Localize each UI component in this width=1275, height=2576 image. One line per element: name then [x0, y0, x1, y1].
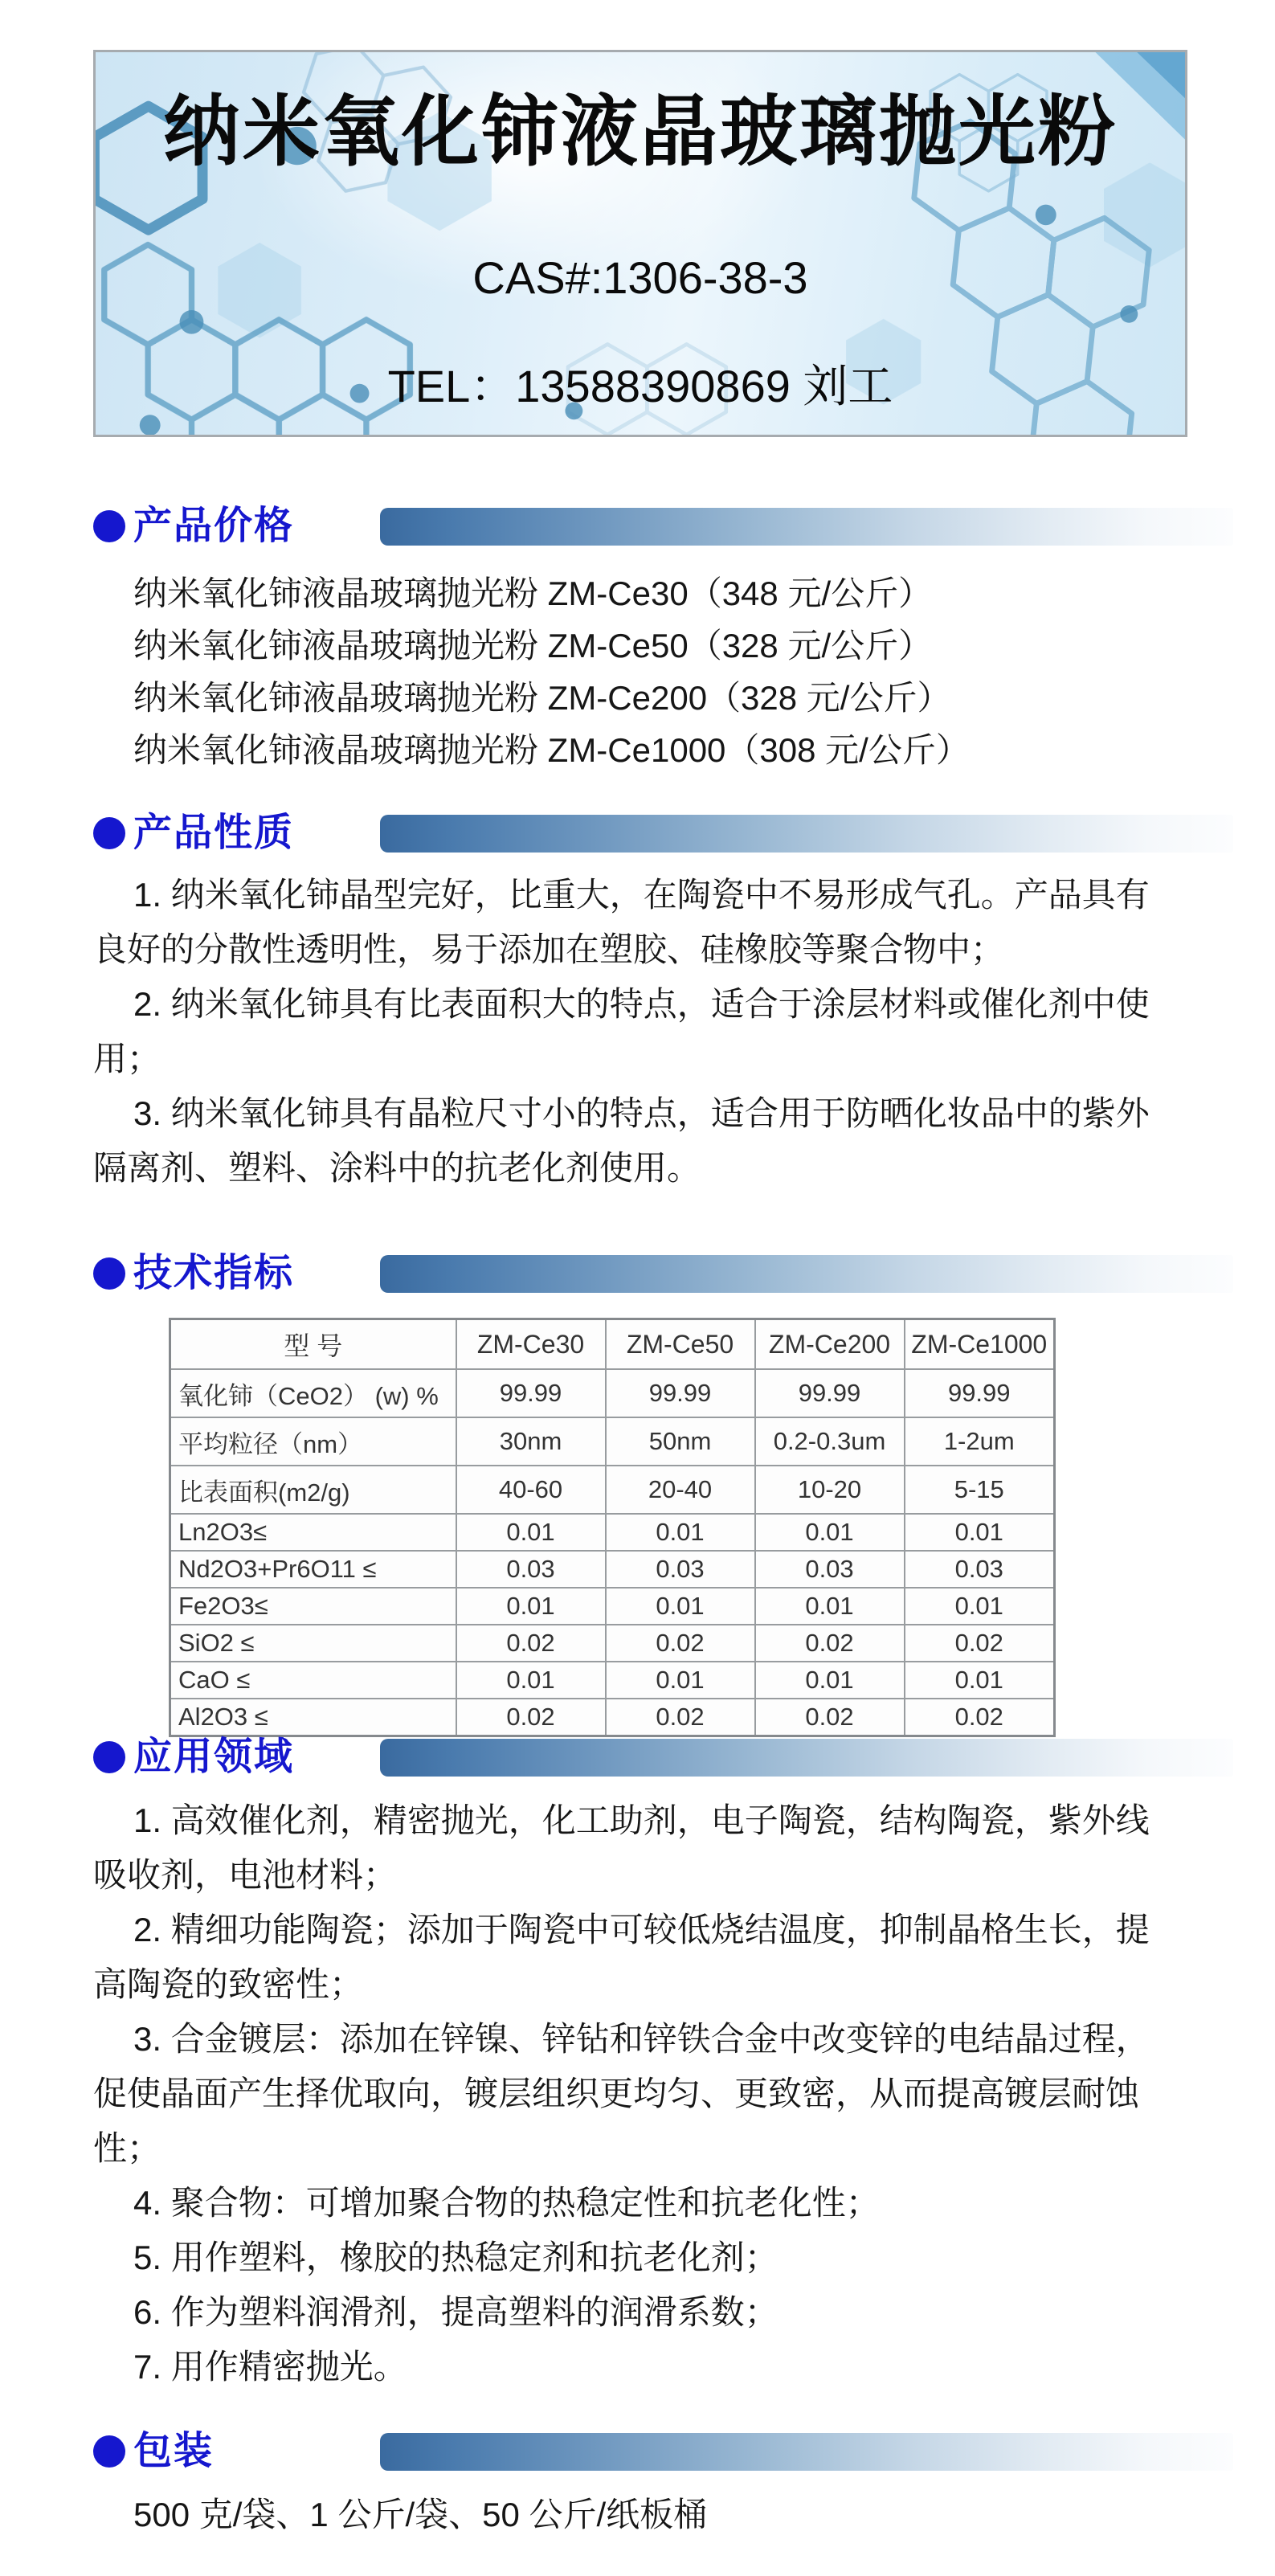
spec-column-header: ZM-Ce30	[456, 1319, 606, 1370]
spec-value-cell: 0.01	[606, 1588, 755, 1625]
table-header-row	[170, 1319, 1055, 1370]
section-header-price	[0, 500, 1275, 553]
table-row	[170, 1625, 1055, 1662]
spec-value-cell: 0.03	[456, 1551, 606, 1588]
spec-row-label: Nd2O3+Pr6O11 ≤	[170, 1551, 456, 1588]
circle-bullet-icon	[93, 1257, 125, 1290]
section-title-applications: 应用领域	[133, 1736, 295, 1778]
section-gradient-bar	[380, 1255, 1233, 1293]
spec-value-cell: 0.03	[905, 1551, 1055, 1588]
price-list	[133, 567, 1226, 776]
spec-value-cell: 99.99	[456, 1369, 606, 1417]
spec-value-cell: 0.01	[755, 1514, 905, 1551]
price-list-item: 纳米氧化铈液晶玻璃抛光粉 ZM-Ce30（348 元/公斤）	[133, 574, 933, 612]
spec-column-header: ZM-Ce50	[606, 1319, 755, 1370]
spec-value-cell: 10-20	[755, 1466, 905, 1514]
spec-value-cell: 0.02	[755, 1699, 905, 1736]
spec-value-cell: 99.99	[755, 1369, 905, 1417]
section-gradient-bar	[380, 2433, 1233, 2471]
property-paragraph: 2. 纳米氧化铈具有比表面积大的特点，适合于涂层材料或催化剂中使用；	[93, 985, 1150, 1077]
spec-row-label: SiO2 ≤	[170, 1625, 456, 1662]
circle-bullet-icon	[93, 1741, 125, 1773]
spec-value-cell: 0.01	[606, 1514, 755, 1551]
section-title-price: 产品价格	[133, 505, 295, 547]
spec-value-cell: 99.99	[606, 1369, 755, 1417]
spec-row-label: 平均粒径（nm）	[170, 1417, 456, 1466]
table-row	[170, 1369, 1055, 1417]
spec-value-cell: 0.03	[606, 1551, 755, 1588]
section-gradient-bar	[380, 815, 1233, 853]
spec-value-cell: 0.02	[456, 1625, 606, 1662]
banner	[93, 50, 1187, 437]
application-paragraph: 1. 高效催化剂，精密抛光，化工助剂，电子陶瓷，结构陶瓷，紫外线吸收剂，电池材料；	[93, 1801, 1150, 1894]
spec-value-cell: 0.01	[755, 1662, 905, 1699]
section-header-properties	[0, 807, 1275, 860]
spec-column-header: ZM-Ce1000	[905, 1319, 1055, 1370]
price-list-item: 纳米氧化铈液晶玻璃抛光粉 ZM-Ce50（328 元/公斤）	[133, 627, 933, 664]
section-title-properties: 产品性质	[133, 812, 295, 854]
price-list-item: 纳米氧化铈液晶玻璃抛光粉 ZM-Ce1000（308 元/公斤）	[133, 731, 970, 769]
spec-row-label: 比表面积(m2/g)	[170, 1466, 456, 1514]
table-row	[170, 1662, 1055, 1699]
spec-value-cell: 0.02	[905, 1625, 1055, 1662]
spec-value-cell: 0.02	[606, 1699, 755, 1736]
spec-column-header: ZM-Ce200	[755, 1319, 905, 1370]
spec-column-header: 型 号	[170, 1319, 456, 1370]
application-paragraph: 4. 聚合物：可增加聚合物的热稳定性和抗老化性；	[133, 2184, 880, 2222]
spec-value-cell: 40-60	[456, 1466, 606, 1514]
spec-value-cell: 0.01	[905, 1514, 1055, 1551]
spec-value-cell: 0.02	[606, 1625, 755, 1662]
spec-value-cell: 0.02	[755, 1625, 905, 1662]
section-header-applications	[0, 1731, 1275, 1784]
applications-text	[93, 1793, 1163, 2394]
price-list-item: 纳米氧化铈液晶玻璃抛光粉 ZM-Ce200（328 元/公斤）	[133, 679, 951, 717]
application-paragraph: 2. 精细功能陶瓷；添加于陶瓷中可较低烧结温度，抑制晶格生长，提高陶瓷的致密性；	[93, 1911, 1150, 2003]
section-title-packaging: 包装	[133, 2430, 215, 2472]
spec-value-cell: 0.01	[606, 1662, 755, 1699]
table-row	[170, 1588, 1055, 1625]
spec-value-cell: 0.03	[755, 1551, 905, 1588]
spec-value-cell: 0.02	[456, 1699, 606, 1736]
spec-value-cell: 5-15	[905, 1466, 1055, 1514]
banner-title: 纳米氧化铈液晶玻璃抛光粉	[163, 89, 1118, 175]
table-row	[170, 1466, 1055, 1514]
spec-value-cell: 1-2um	[905, 1417, 1055, 1466]
spec-value-cell: 99.99	[905, 1369, 1055, 1417]
spec-value-cell: 50nm	[606, 1417, 755, 1466]
property-paragraph: 3. 纳米氧化铈具有晶粒尺寸小的特点，适合用于防晒化妆品中的紫外隔离剂、塑料、涂料中的抗老化剂使用。	[93, 1094, 1150, 1187]
specs-table	[169, 1318, 1056, 1737]
section-header-packaging	[0, 2425, 1275, 2478]
table-row	[170, 1514, 1055, 1551]
section-title-specs: 技术指标	[133, 1252, 295, 1294]
spec-value-cell: 0.01	[456, 1662, 606, 1699]
spec-value-cell: 20-40	[606, 1466, 755, 1514]
application-paragraph: 7. 用作精密抛光。	[133, 2348, 407, 2386]
section-gradient-bar	[380, 1739, 1233, 1777]
spec-value-cell: 0.01	[456, 1588, 606, 1625]
spec-row-label: 氧化铈（CeO2） (w) %	[170, 1369, 456, 1417]
table-row	[170, 1417, 1055, 1466]
spec-value-cell: 0.01	[755, 1588, 905, 1625]
spec-value-cell: 0.01	[905, 1588, 1055, 1625]
circle-bullet-icon	[93, 817, 125, 849]
spec-value-cell: 0.2-0.3um	[755, 1417, 905, 1466]
spec-row-label: Fe2O3≤	[170, 1588, 456, 1625]
spec-value-cell: 0.01	[456, 1514, 606, 1551]
spec-value-cell: 0.02	[905, 1699, 1055, 1736]
circle-bullet-icon	[93, 510, 125, 542]
spec-row-label: Al2O3 ≤	[170, 1699, 456, 1736]
spec-value-cell: 30nm	[456, 1417, 606, 1466]
section-gradient-bar	[380, 508, 1233, 546]
property-paragraph: 1. 纳米氧化铈晶型完好，比重大，在陶瓷中不易形成气孔。产品具有良好的分散性透明性，易于添加在塑胶、硅橡胶等聚合物中；	[93, 876, 1150, 968]
spec-value-cell: 0.01	[905, 1662, 1055, 1699]
application-paragraph: 3. 合金镀层：添加在锌镍、锌钻和锌铁合金中改变锌的电结晶过程，促使晶面产生择优取向，镀层组织更均匀、更致密，从而提高镀层耐蚀性；	[93, 2020, 1150, 2167]
banner-cas-number: CAS#:1306-38-3	[472, 252, 808, 303]
spec-row-label: CaO ≤	[170, 1662, 456, 1699]
application-paragraph: 6. 作为塑料润滑剂，提高塑料的润滑系数；	[133, 2293, 778, 2331]
application-paragraph: 5. 用作塑料，橡胶的热稳定剂和抗老化剂；	[133, 2239, 778, 2276]
table-row	[170, 1551, 1055, 1588]
spec-row-label: Ln2O3≤	[170, 1514, 456, 1551]
circle-bullet-icon	[93, 2435, 125, 2468]
properties-text	[93, 868, 1163, 1196]
packaging-text: 500 克/袋、1 公斤/袋、50 公斤/纸板桶	[133, 2496, 708, 2533]
banner-telephone: TEL：13588390869 刘工	[387, 361, 893, 411]
section-header-specs	[0, 1247, 1275, 1300]
